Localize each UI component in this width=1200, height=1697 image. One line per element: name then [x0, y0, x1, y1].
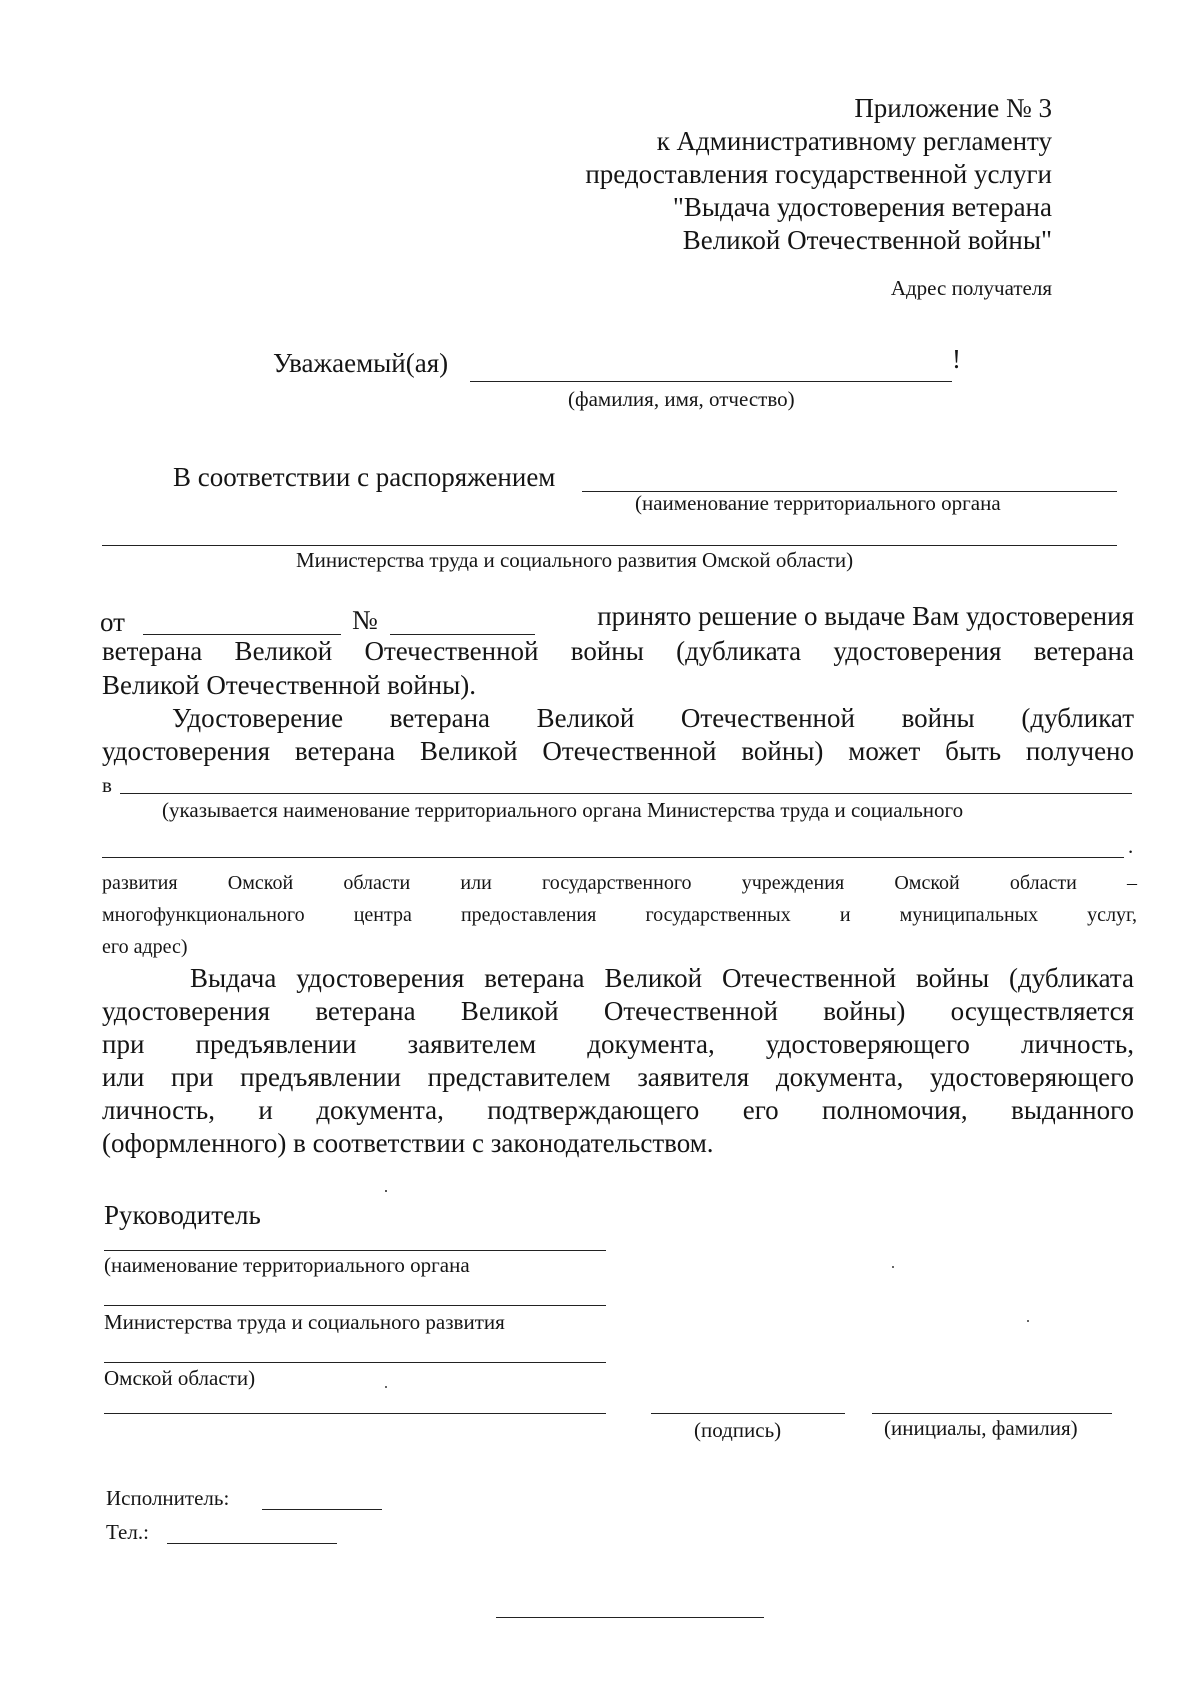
head-caption: (наименование территориального органа	[104, 1253, 470, 1277]
scan-speck	[1027, 1320, 1029, 1322]
order-caption-2: Министерства труда и социального развития Омской области)	[296, 548, 854, 572]
issuance-line: личность, и документа, подтверждающего его полномочия, выданного	[102, 1095, 1134, 1125]
signature-caption: (подпись)	[694, 1418, 782, 1442]
greeting-label: Уважаемый(ая)	[273, 348, 449, 378]
head-org-field-line-4[interactable]	[104, 1413, 606, 1414]
initials-field[interactable]	[872, 1413, 1112, 1414]
order-intro: В соответствии с распоряжением	[173, 462, 556, 492]
receive-caption: многофункционального центра предоставления государственных и муниципальных услуг,	[102, 904, 1137, 926]
receive-caption: развития Омской области или государственного учреждения Омской области –	[102, 872, 1137, 894]
decision-text: принято решение о выдаче Вам удостоверения	[597, 601, 1134, 631]
issuance-line: или при предъявлении представителем заявителя документа, удостоверяющего	[102, 1062, 1134, 1092]
number-field[interactable]	[390, 634, 535, 635]
issuance-line: Выдача удостоверения ветерана Великой Отечественной войны (дубликата	[190, 963, 1134, 993]
head-caption: Омской области)	[104, 1366, 256, 1390]
receive-line: удостоверения ветерана Великой Отечественной войны) может быть получено	[102, 736, 1134, 766]
receive-line: Удостоверение ветерана Великой Отечественной войны (дубликат	[172, 703, 1134, 733]
order-field-line-2[interactable]	[102, 545, 1117, 546]
number-label: №	[352, 605, 378, 635]
header-line: Великой Отечественной войны"	[682, 225, 1052, 255]
phone-field[interactable]	[167, 1543, 337, 1544]
head-org-field-line-3[interactable]	[104, 1362, 606, 1363]
header-line: предоставления государственной услуги	[585, 159, 1052, 189]
scan-speck	[892, 1266, 894, 1268]
executor-field[interactable]	[262, 1509, 382, 1510]
receive-caption: его адрес)	[102, 936, 188, 958]
recipient-address-label: Адрес получателя	[890, 276, 1052, 300]
header-line: "Выдача удостоверения ветерана	[672, 192, 1052, 222]
date-field[interactable]	[143, 634, 341, 635]
fio-field[interactable]	[470, 381, 952, 382]
header-line: к Административному регламенту	[656, 126, 1052, 156]
bottom-divider	[496, 1617, 764, 1618]
receive-place-field-line-2[interactable]	[102, 857, 1124, 858]
head-org-field-line-2[interactable]	[104, 1305, 606, 1306]
phone-label: Тел.:	[106, 1520, 149, 1544]
receive-place-field[interactable]	[120, 793, 1132, 794]
issuance-line: (оформленного) в соответствии с законодательством.	[102, 1128, 714, 1158]
scan-speck	[385, 1190, 387, 1192]
issuance-line: при предъявлении заявителем документа, удостоверяющего личность,	[102, 1029, 1134, 1059]
head-caption: Министерства труда и социального развития	[104, 1310, 505, 1334]
signature-field[interactable]	[651, 1413, 845, 1414]
head-label: Руководитель	[104, 1200, 261, 1230]
date-label: от	[100, 607, 125, 637]
head-org-field[interactable]	[104, 1250, 606, 1251]
receive-period: .	[1128, 834, 1134, 858]
initials-caption: (инициалы, фамилия)	[884, 1416, 1078, 1440]
decision-line: Великой Отечественной войны).	[102, 670, 477, 700]
greeting-exclamation: !	[952, 344, 961, 374]
order-caption-1: (наименование территориального органа	[635, 491, 1001, 515]
issuance-line: удостоверения ветерана Великой Отечественной войны) осуществляется	[102, 996, 1134, 1026]
receive-in-label: в	[102, 773, 112, 797]
fio-caption: (фамилия, имя, отчество)	[568, 387, 795, 411]
appendix-title: Приложение № 3	[854, 93, 1052, 123]
decision-line: ветерана Великой Отечественной войны (дубликата удостоверения ветерана	[102, 636, 1134, 666]
scan-speck	[385, 1386, 387, 1388]
executor-label: Исполнитель:	[106, 1486, 230, 1510]
receive-caption: (указывается наименование территориального органа Министерства труда и социального	[162, 798, 964, 822]
